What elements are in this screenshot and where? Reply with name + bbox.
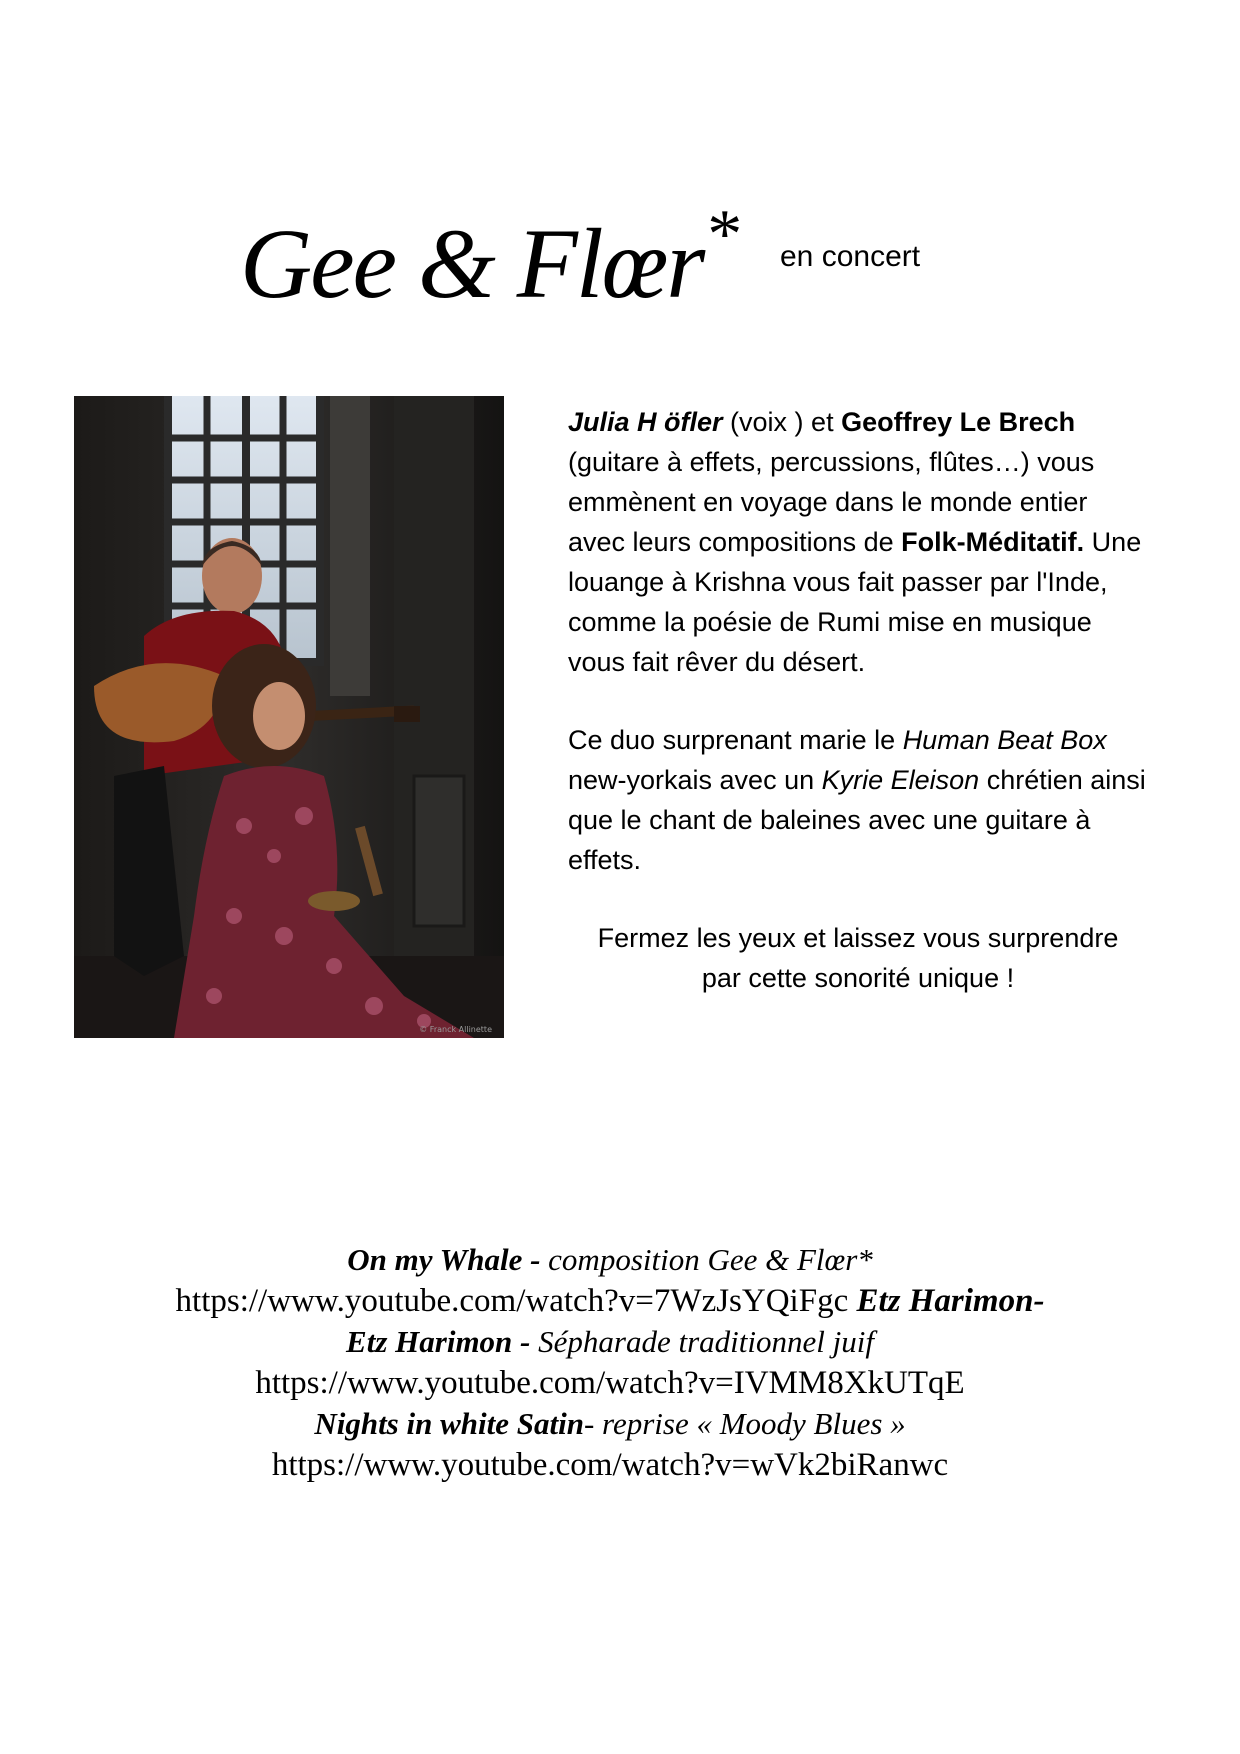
poster-title-text: Gee & Flœr [240,208,704,319]
duo-text-3: chrétien ainsi que le chant de baleines avec une guitare à effets. [568,765,1146,875]
kyrie-eleison: Kyrie Eleison [821,765,980,795]
closing-line-2: par cette sonorité unique ! [701,963,1015,993]
artist-name-1: Julia H öfler [568,407,723,437]
song-desc: composition Gee & Flœr* [540,1242,873,1277]
song-heading-3 [60,1404,1160,1444]
song-desc: - reprise « Moody Blues » [583,1406,906,1441]
song-heading-2 [60,1322,1160,1362]
poster-subtitle: en concert [780,240,921,273]
asterisk-mark: * [707,196,741,273]
duo-photo [74,396,504,1038]
photo-credit: © Franck Allinette [419,1025,492,1034]
song-heading-1 [60,1240,1160,1280]
intro-text-2: (guitare à effets, percussions, flûtes…) vous emmènent en voyage dans le monde entier avec leurs compositions de [568,447,1095,557]
song-url-1[interactable]: https://www.youtube.com/watch?v=7WzJsYQiFgc [175,1283,849,1319]
duo-text-2: new-yorkais avec un [568,765,822,795]
song-title: On my Whale - [347,1242,541,1277]
description-block [568,402,1148,998]
intro-paragraph [568,402,1148,682]
song-url-line-1 [60,1280,1160,1322]
duo-paragraph [568,720,1148,880]
intro-text-1: (voix ) et [722,407,842,437]
song-title: Nights in white Satin [314,1406,584,1441]
poster-title [240,180,740,319]
song-links [60,1240,1160,1486]
song-url-suffix: Etz Harimon- [848,1283,1045,1319]
song-url-2[interactable]: https://www.youtube.com/watch?v=IVMM8XkUTqE [255,1365,965,1401]
song-title: Etz Harimon - [346,1324,531,1359]
artist-name-2: Geoffrey Le Brech [841,407,1076,437]
duo-text-1: Ce duo surprenant marie le [568,725,903,755]
song-url-3[interactable]: https://www.youtube.com/watch?v=wVk2biRanwc [271,1447,949,1483]
closing-line-1: Fermez les yeux et laissez vous surprendre [597,923,1119,953]
song-desc: Sépharade traditionnel juif [530,1324,874,1359]
genre-label: Folk-Méditatif. [901,527,1085,557]
human-beat-box: Human Beat Box [902,725,1107,755]
intro-text-3: Une louange à Krishna vous fait passer par l'Inde, comme la poésie de Rumi mise en musique vous fait rêver du désert. [568,527,1142,677]
